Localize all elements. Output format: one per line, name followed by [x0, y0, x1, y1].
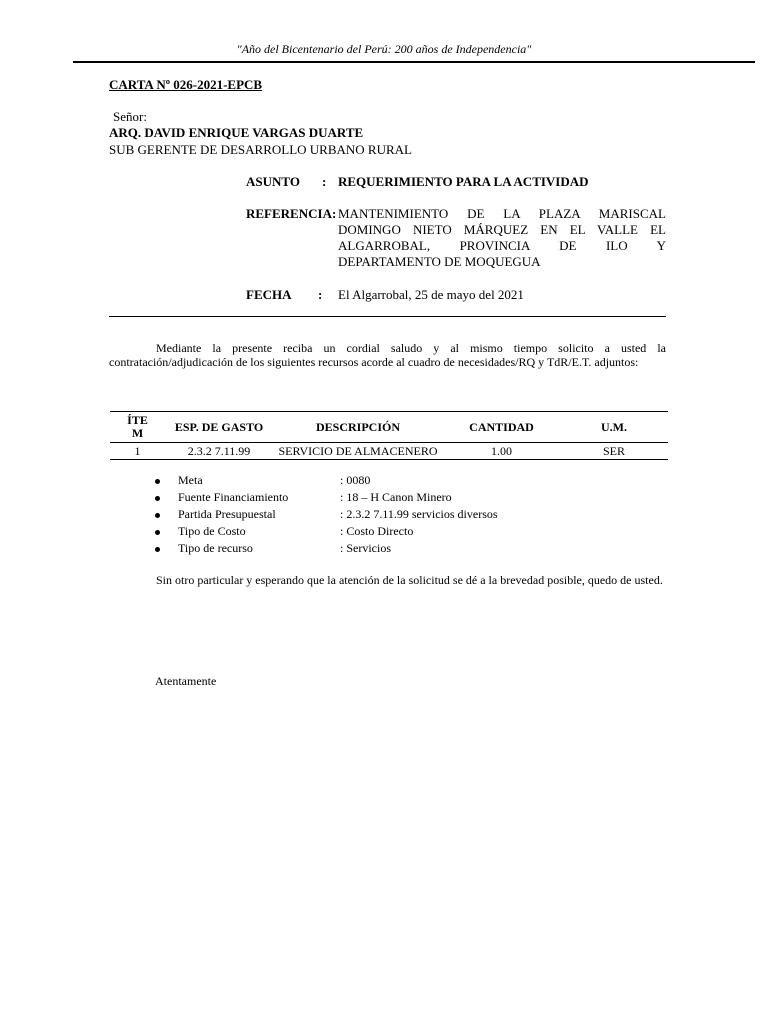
- table-header-row: [110, 412, 668, 443]
- detail-value: : Costo Directo: [340, 524, 414, 538]
- detail-label: Tipo de recurso: [178, 541, 253, 555]
- bullet-icon: [155, 547, 160, 552]
- resources-table: [110, 411, 668, 460]
- detail-value: : 0080: [340, 473, 371, 487]
- cell-um: SER: [602, 443, 625, 458]
- detail-value: : 2.3.2 7.11.99 servicios diversos: [340, 507, 498, 521]
- bullet-icon: [155, 530, 160, 535]
- referencia-value: MANTENIMIENTO DE LA PLAZA MARISCAL DOMINGO NIETO MÁRQUEZ EN EL VALLE EL ALGARROBAL, PROVINCIA DE ILO Y DEPARTAMENTO DE MOQUEGUA: [338, 206, 666, 269]
- bullet-icon: [155, 513, 160, 518]
- recipient-name: ARQ. DAVID ENRIQUE VARGAS DUARTE: [109, 125, 364, 140]
- detail-label: Meta: [178, 473, 203, 487]
- header-item: [110, 412, 165, 443]
- referencia-label: REFERENCIA:: [246, 206, 337, 221]
- recipient-role: SUB GERENTE DE DESARROLLO URBANO RURAL: [109, 142, 412, 157]
- cell-descripcion: SERVICIO DE ALMACENERO: [278, 443, 438, 458]
- header-um: U.M.: [601, 419, 627, 434]
- header-esp-gasto: ESP. DE GASTO: [174, 419, 264, 434]
- header-cantidad: CANTIDAD: [469, 419, 534, 434]
- letter-number: CARTA Nº 026-2021-EPCB: [109, 77, 263, 92]
- section-divider: [109, 316, 666, 317]
- salutation: Señor:: [113, 109, 147, 124]
- header-item-line2: M: [131, 426, 144, 440]
- cell-item: 1: [134, 443, 141, 458]
- asunto-colon: :: [322, 174, 327, 189]
- fecha-label: FECHA: [246, 287, 292, 302]
- bullet-icon: [155, 479, 160, 484]
- fecha-value: El Algarrobal, 25 de mayo del 2021: [338, 287, 524, 302]
- fecha-colon: :: [318, 287, 323, 302]
- detail-label: Partida Presupuestal: [178, 507, 276, 521]
- table-row: [110, 443, 668, 460]
- cell-esp-gasto: 2.3.2 7.11.99: [187, 443, 251, 458]
- asunto-label: ASUNTO: [246, 174, 300, 189]
- detail-label: Tipo de Costo: [178, 524, 246, 538]
- asunto-value: REQUERIMIENTO PARA LA ACTIVIDAD: [338, 174, 589, 189]
- detail-label: Fuente Financiamiento: [178, 490, 289, 504]
- header-item-line1: ÍTE: [127, 413, 148, 427]
- detail-value: : 18 – H Canon Minero: [340, 490, 452, 504]
- detail-value: : Servicios: [340, 541, 391, 555]
- intro-paragraph: Mediante la presente reciba un cordial saludo y al mismo tiempo solicito a usted la contratación/adjudicación de los siguientes recursos acorde al cuadro de necesidades/RQ y TdR/E.T. adjuntos:: [109, 341, 666, 369]
- header-descripcion: DESCRIPCIÓN: [315, 419, 400, 434]
- header-divider: [73, 61, 755, 63]
- bullet-icon: [155, 496, 160, 501]
- header-motto: "Año del Bicentenario del Perú: 200 años de Independencia": [236, 42, 532, 56]
- cell-cantidad: 1.00: [491, 443, 512, 458]
- sign-off: Atentamente: [155, 674, 217, 688]
- closing-paragraph: Sin otro particular y esperando que la atención de la solicitud se dé a la brevedad posible, quedo de usted.: [156, 573, 663, 587]
